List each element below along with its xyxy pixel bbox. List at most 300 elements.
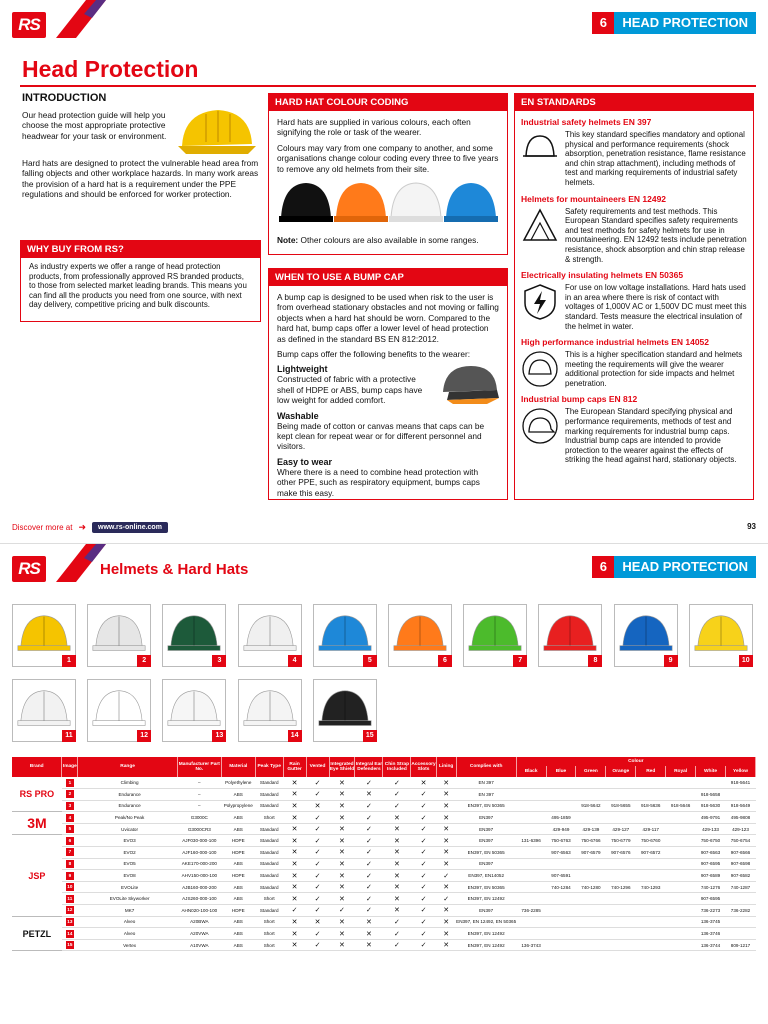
image-ref: 8	[62, 858, 78, 870]
stock-number-cell: 918-5642	[576, 800, 606, 812]
complies-cell: EN397, EN 12492	[456, 893, 516, 905]
range-cell: Uvicator	[78, 823, 178, 835]
stock-number-cell	[606, 789, 636, 801]
stock-number-cell: 918-5641	[725, 777, 755, 789]
cross-icon: ✕	[283, 881, 306, 893]
stock-number-cell: 740-1287	[725, 881, 755, 893]
cross-icon: ✕	[329, 916, 355, 928]
cross-icon: ✕	[436, 928, 456, 940]
check-icon: ✓	[411, 905, 436, 917]
benefit-title-3: Easy to wear	[277, 456, 333, 467]
helmet-image-12[interactable]	[87, 679, 151, 742]
material-cell: Polypropylene	[221, 800, 255, 812]
check-icon: ✓	[411, 928, 436, 940]
range-cell: EVOLite Skyworker	[78, 893, 178, 905]
stock-number-cell	[576, 777, 606, 789]
benefit-text-1: Constructed of fabric with a protective shell of HDPE or ABS, bump caps have low weight for added comfort.	[277, 374, 423, 406]
stock-number-cell	[666, 789, 696, 801]
stock-number-cell	[606, 939, 636, 951]
check-icon: ✓	[355, 835, 383, 847]
stock-number-cell: 136-3743	[516, 939, 546, 951]
range-cell: MK7	[78, 905, 178, 917]
cross-icon: ✕	[329, 870, 355, 882]
stock-number-cell	[546, 905, 576, 917]
col-colour-royal: Royal	[666, 766, 696, 777]
stock-number-cell	[606, 812, 636, 824]
check-icon: ✓	[411, 939, 436, 951]
helmet-image-7[interactable]	[463, 604, 527, 667]
peak-type-cell: Short	[255, 893, 283, 905]
complies-cell: EN397	[456, 858, 516, 870]
range-cell: Climbing	[78, 777, 178, 789]
stock-number-cell: 907-6576	[606, 847, 636, 859]
check-icon: ✓	[355, 823, 383, 835]
stock-number-cell: 918-5655	[606, 800, 636, 812]
stock-number-cell	[636, 916, 666, 928]
check-icon: ✓	[306, 789, 329, 801]
range-cell: EVO8	[78, 870, 178, 882]
cross-icon: ✕	[329, 777, 355, 789]
image-ref: 15	[62, 939, 78, 951]
image-number: 5	[363, 655, 377, 667]
material-cell: ABS	[221, 939, 255, 951]
check-icon: ✓	[355, 812, 383, 824]
material-cell: ABS	[221, 823, 255, 835]
stock-number-cell	[516, 893, 546, 905]
col-colour-white: White	[696, 766, 726, 777]
material-cell: ABS	[221, 858, 255, 870]
check-icon: ✓	[411, 789, 436, 801]
image-ref: 11	[62, 893, 78, 905]
part-number-cell: G3000C	[177, 812, 221, 824]
why-buy-text: As industry experts we offer a range of head protection products, from professionally approved RS branded products, to those from selected market leading brands. This means you can find all the products you need from one source, with next day delivery, competitive pricing and bulk discounts.	[29, 262, 247, 310]
check-icon: ✓	[355, 777, 383, 789]
stock-number-cell	[606, 916, 636, 928]
cross-icon: ✕	[306, 800, 329, 812]
check-icon: ✓	[411, 800, 436, 812]
image-number: 15	[363, 730, 377, 742]
part-number-cell: AJF160-000-100	[177, 847, 221, 859]
col-slots: Accessory Slots	[411, 757, 436, 777]
check-icon: ✓	[411, 916, 436, 928]
helmet-image-1[interactable]	[12, 604, 76, 667]
cross-icon: ✕	[283, 939, 306, 951]
stock-number-cell: 429-127	[606, 823, 636, 835]
stock-number-cell: 131-6396	[516, 835, 546, 847]
peak-type-cell: Standard	[255, 823, 283, 835]
stock-number-cell: 736-2285	[516, 905, 546, 917]
cross-icon: ✕	[283, 789, 306, 801]
col-part: Manufacturer Part No.	[177, 757, 221, 777]
table-row	[12, 800, 756, 812]
benefit-title-2: Washable	[277, 410, 319, 421]
helmet-image-3[interactable]	[162, 604, 226, 667]
helmet-image-15[interactable]	[313, 679, 377, 742]
stock-number-cell	[666, 777, 696, 789]
check-icon: ✓	[306, 870, 329, 882]
check-icon: ✓	[383, 928, 411, 940]
cross-icon: ✕	[283, 916, 306, 928]
stock-number-cell	[606, 928, 636, 940]
stock-number-cell: 907-6572	[636, 847, 666, 859]
range-cell: Endurance	[78, 789, 178, 801]
stock-number-cell	[666, 939, 696, 951]
peak-type-cell: Short	[255, 916, 283, 928]
standard-title-3: Electrically insulating helmets EN 50365	[521, 270, 684, 281]
cross-icon: ✕	[383, 823, 411, 835]
check-icon: ✓	[355, 881, 383, 893]
check-icon: ✓	[411, 870, 436, 882]
helmet-image-8[interactable]	[538, 604, 602, 667]
cross-icon: ✕	[436, 847, 456, 859]
colour-coding-box	[268, 93, 508, 255]
stock-number-cell: 809-1217	[725, 939, 755, 951]
stock-number-cell: 918-5636	[636, 800, 666, 812]
cross-icon: ✕	[411, 777, 436, 789]
check-icon: ✓	[411, 858, 436, 870]
cross-icon: ✕	[355, 928, 383, 940]
stock-number-cell	[516, 870, 546, 882]
image-number: 7	[513, 655, 527, 667]
helmet-image-10[interactable]	[689, 604, 753, 667]
table-row	[12, 881, 756, 893]
check-icon: ✓	[306, 835, 329, 847]
stock-number-cell: 740-1284	[546, 881, 576, 893]
range-cell: EVO5	[78, 858, 178, 870]
stock-number-cell	[636, 858, 666, 870]
check-icon: ✓	[355, 870, 383, 882]
col-colour-red: Red	[636, 766, 666, 777]
check-icon: ✓	[283, 905, 306, 917]
image-ref: 14	[62, 928, 78, 940]
benefit-text-2: Being made of cotton or canvas means that caps can be kept clean for repeat wear or for different personnel and visitors.	[277, 420, 485, 452]
image-number: 14	[288, 730, 302, 742]
table-row	[12, 823, 756, 835]
cross-icon: ✕	[436, 789, 456, 801]
check-icon: ✓	[383, 939, 411, 951]
stock-number-cell: 918-5649	[725, 800, 755, 812]
peak-type-cell: Standard	[255, 858, 283, 870]
material-cell: ABS	[221, 893, 255, 905]
helmet-image-9[interactable]	[614, 604, 678, 667]
table-row	[12, 835, 756, 847]
material-cell: Polyethylene	[221, 777, 255, 789]
bump-paragraph-2: Bump caps offer the following benefits to the wearer:	[277, 349, 471, 360]
standard-title-2: Helmets for mountaineers EN 12492	[521, 193, 667, 204]
material-cell: HDPE	[221, 905, 255, 917]
stock-number-cell: 136-3744	[696, 939, 726, 951]
material-cell: HDPE	[221, 870, 255, 882]
image-number: 3	[212, 655, 226, 667]
peak-type-cell: Short	[255, 939, 283, 951]
stock-number-cell	[606, 905, 636, 917]
section-badge	[592, 12, 756, 34]
stock-number-cell	[516, 881, 546, 893]
peak-type-cell: Standard	[255, 789, 283, 801]
helmets-page	[0, 543, 768, 1024]
page-title: Head Protection	[22, 56, 199, 82]
benefit-text-3: Where there is a need to combine head protection with other PPE, such as respiratory equipment, bumps caps make this easy.	[277, 466, 480, 498]
table-row	[12, 928, 756, 940]
cross-icon: ✕	[329, 800, 355, 812]
helmet-image-13[interactable]	[162, 679, 226, 742]
cross-icon: ✕	[436, 939, 456, 951]
cross-icon: ✕	[383, 858, 411, 870]
stock-number-cell: 907-6563	[546, 847, 576, 859]
check-icon: ✓	[329, 905, 355, 917]
image-number: 10	[739, 655, 753, 667]
complies-cell: EN397, EN 50365	[456, 881, 516, 893]
part-number-cell: –	[177, 777, 221, 789]
cross-icon: ✕	[283, 928, 306, 940]
col-ear: Integral Ear Defenders	[355, 757, 383, 777]
intro-paragraph-1: Our head protection guide will help you choose the most appropriate protective headwear for your task or environment.	[22, 110, 167, 141]
stock-number-cell: 740-1293	[636, 881, 666, 893]
stock-number-cell	[666, 823, 696, 835]
stock-number-cell: 429-139	[576, 823, 606, 835]
cross-icon: ✕	[329, 928, 355, 940]
complies-cell: EN397	[456, 905, 516, 917]
helmet-image-14[interactable]	[238, 679, 302, 742]
stock-number-cell: 750-6763	[546, 835, 576, 847]
image-number: 2	[137, 655, 151, 667]
cross-icon: ✕	[283, 800, 306, 812]
stock-number-cell	[666, 916, 696, 928]
intro-paragraph-2: Hard hats are designed to protect the vulnerable head area from falling objects and other workplace hazards. In many work areas the provision of a hard hat is a requirement under the PPE regulations and should be enforced for worker protection.	[22, 158, 259, 200]
image-number: 9	[664, 655, 678, 667]
section-number: 6	[592, 12, 614, 34]
stock-number-cell	[636, 789, 666, 801]
stock-number-cell	[636, 812, 666, 824]
complies-cell: EN397, EN 50365	[456, 847, 516, 859]
stock-number-cell: 907-6591	[546, 870, 576, 882]
image-ref: 7	[62, 847, 78, 859]
stock-number-cell: 750-6760	[636, 835, 666, 847]
helmet-image-4[interactable]	[238, 604, 302, 667]
range-cell: EVOLite	[78, 881, 178, 893]
check-icon: ✓	[306, 777, 329, 789]
image-ref: 4	[62, 812, 78, 824]
part-number-cell: G3000CR3	[177, 823, 221, 835]
stock-number-cell	[666, 858, 696, 870]
part-number-cell: –	[177, 789, 221, 801]
peak-type-cell: Standard	[255, 835, 283, 847]
rs-logo[interactable]: RS	[12, 12, 46, 38]
range-cell: Vertex	[78, 939, 178, 951]
image-number: 1	[62, 655, 76, 667]
stock-number-cell	[576, 858, 606, 870]
colour-coding-heading: HARD HAT COLOUR CODING	[269, 94, 507, 111]
section-number: 6	[592, 556, 614, 578]
stock-number-cell: 750-6750	[696, 835, 726, 847]
complies-cell: EN397, EN14052	[456, 870, 516, 882]
bump-cap-image	[439, 362, 501, 406]
stock-number-cell: 907-6566	[725, 847, 755, 859]
check-icon: ✓	[306, 905, 329, 917]
standard-text-4: This is a higher specification standard and helmets meeting the requirements will give the wearer additional protection for side impacts and helmet penetration.	[565, 350, 743, 388]
standard-title-4: High performance industrial helmets EN 14052	[521, 337, 710, 348]
helmet-comparison-table	[12, 757, 756, 951]
stock-number-cell	[606, 893, 636, 905]
why-buy-heading: WHY BUY FROM RS?	[21, 241, 260, 258]
intro-heading: INTRODUCTION	[22, 92, 107, 104]
check-icon: ✓	[306, 858, 329, 870]
col-colour-orange: Orange	[606, 766, 636, 777]
stock-number-cell: 907-6595	[696, 858, 726, 870]
footer-link[interactable]	[12, 522, 168, 533]
col-complies: Complies with	[456, 757, 516, 777]
complies-cell: EN397	[456, 812, 516, 824]
helmet-image-5[interactable]	[313, 604, 377, 667]
stock-number-cell: 740-1276	[696, 881, 726, 893]
check-icon: ✓	[306, 939, 329, 951]
table-row	[12, 777, 756, 789]
electric-shield-icon	[521, 283, 559, 321]
stock-number-cell	[636, 870, 666, 882]
cross-icon: ✕	[355, 789, 383, 801]
stock-number-cell	[666, 812, 696, 824]
stock-number-cell	[546, 777, 576, 789]
cross-icon: ✕	[306, 916, 329, 928]
side-impact-helmet-icon	[521, 350, 559, 388]
part-number-cell: AHN020-100-100	[177, 905, 221, 917]
col-colour: Colour	[516, 757, 755, 766]
stock-number-cell	[576, 870, 606, 882]
image-ref: 6	[62, 835, 78, 847]
helmet-image-6[interactable]	[388, 604, 452, 667]
complies-cell: EN397	[456, 823, 516, 835]
stock-number-cell: 736-2273	[696, 905, 726, 917]
cross-icon: ✕	[436, 777, 456, 789]
material-cell: HDPE	[221, 835, 255, 847]
stock-number-cell: 136-3746	[696, 928, 726, 940]
stock-number-cell	[666, 893, 696, 905]
stock-number-cell	[576, 893, 606, 905]
peak-type-cell: Standard	[255, 870, 283, 882]
image-ref: 9	[62, 870, 78, 882]
cross-icon: ✕	[436, 905, 456, 917]
cross-icon: ✕	[283, 893, 306, 905]
check-icon: ✓	[411, 881, 436, 893]
col-lining: Lining	[436, 757, 456, 777]
stock-number-cell	[636, 777, 666, 789]
section-title: HEAD PROTECTION	[614, 556, 756, 578]
cross-icon: ✕	[329, 789, 355, 801]
check-icon: ✓	[306, 812, 329, 824]
table-row	[12, 812, 756, 824]
brand-logo: JSP	[12, 835, 62, 916]
cross-icon: ✕	[329, 939, 355, 951]
cross-icon: ✕	[383, 812, 411, 824]
stock-number-cell: 740-1296	[606, 881, 636, 893]
image-number: 13	[212, 730, 226, 742]
stock-number-cell	[576, 916, 606, 928]
stock-number-cell	[725, 789, 755, 801]
cross-icon: ✕	[383, 835, 411, 847]
check-icon: ✓	[436, 893, 456, 905]
standard-text-3: For use on low voltage installations. Hard hats used in an area where there is risk of contact with voltages of 1,000V AC or 1,500V DC must meet this standard. Tests measure the electrical insulation of the helmet in water.	[565, 283, 747, 331]
stock-number-cell	[666, 928, 696, 940]
stock-number-cell	[576, 939, 606, 951]
check-icon: ✓	[383, 777, 411, 789]
cross-icon: ✕	[436, 881, 456, 893]
cross-icon: ✕	[383, 870, 411, 882]
rs-logo[interactable]: RS	[12, 556, 46, 582]
image-ref: 5	[62, 823, 78, 835]
page-title: Helmets & Hard Hats	[100, 561, 249, 578]
image-number: 11	[62, 730, 76, 742]
table-row	[12, 893, 756, 905]
stock-number-cell	[725, 928, 755, 940]
standard-text-2: Safety requirements and test methods. This European Standard specifies safety requirements and test methods for safety helmets for use in mountaineering. EN 12492 tests include penetration resistance, shock absorption and chin strap release & strength.	[565, 206, 747, 264]
stock-number-cell	[516, 777, 546, 789]
stock-number-cell	[546, 916, 576, 928]
image-ref: 2	[62, 789, 78, 801]
check-icon: ✓	[411, 823, 436, 835]
stock-number-cell	[516, 823, 546, 835]
bump-paragraph-1: A bump cap is designed to be used when risk to the user is from overhead stationary obstacles and not moving or falling objects when a hard hat should be worn. Compared to the hard hat, bump caps offer a lower level of head protection as defined in the standard BS EN 812:2012.	[277, 292, 499, 344]
stock-number-cell	[666, 870, 696, 882]
cross-icon: ✕	[383, 905, 411, 917]
col-brand: Brand	[12, 757, 62, 777]
peak-type-cell: Standard	[255, 800, 283, 812]
helmet-image-2[interactable]	[87, 604, 151, 667]
peak-type-cell: Standard	[255, 777, 283, 789]
material-cell: ABS	[221, 881, 255, 893]
table-row	[12, 905, 756, 917]
table-row	[12, 847, 756, 859]
complies-cell: EN397, EN 12492, EN 50365	[456, 916, 516, 928]
stock-number-cell	[606, 870, 636, 882]
title-divider	[20, 85, 756, 87]
stock-number-cell: 429-133	[696, 823, 726, 835]
range-cell: Alveo	[78, 916, 178, 928]
stock-number-cell	[516, 812, 546, 824]
col-peak: Peak Type	[255, 757, 283, 777]
cross-icon: ✕	[329, 812, 355, 824]
material-cell: ABS	[221, 789, 255, 801]
peak-type-cell: Standard	[255, 881, 283, 893]
cross-icon: ✕	[383, 893, 411, 905]
cross-icon: ✕	[436, 823, 456, 835]
stock-number-cell	[546, 858, 576, 870]
brand-logo: 3M	[12, 812, 62, 835]
peak-type-cell: Standard	[255, 847, 283, 859]
cross-icon: ✕	[329, 881, 355, 893]
cross-icon: ✕	[436, 835, 456, 847]
stock-number-cell: 918-5658	[696, 789, 726, 801]
stock-number-cell: 750-6754	[725, 835, 755, 847]
stock-number-cell	[546, 893, 576, 905]
stock-number-cell: 907-6563	[696, 847, 726, 859]
website-url[interactable]: www.rs-online.com	[92, 522, 168, 533]
stock-number-cell: 750-6779	[606, 835, 636, 847]
range-cell: Alveo	[78, 928, 178, 940]
image-ref: 13	[62, 916, 78, 928]
part-number-cell: A20BWA	[177, 916, 221, 928]
standard-text-1: This key standard specifies mandatory and optional physical and performance requirements (shock absorption, penetration resistance, flame resistance and chin strap attachment), including methods of test and marking requirements of industrial safety helmets.	[565, 130, 746, 187]
image-number: 6	[438, 655, 452, 667]
cross-icon: ✕	[329, 858, 355, 870]
stock-number-cell: 736-2282	[725, 905, 755, 917]
part-number-cell: AKE170-000-200	[177, 858, 221, 870]
section-badge	[592, 556, 756, 578]
material-cell: HDPE	[221, 847, 255, 859]
helmet-image-11[interactable]	[12, 679, 76, 742]
col-chin: Chin Strap Included	[383, 757, 411, 777]
cross-icon: ✕	[283, 870, 306, 882]
part-number-cell: AHV150-000-100	[177, 870, 221, 882]
